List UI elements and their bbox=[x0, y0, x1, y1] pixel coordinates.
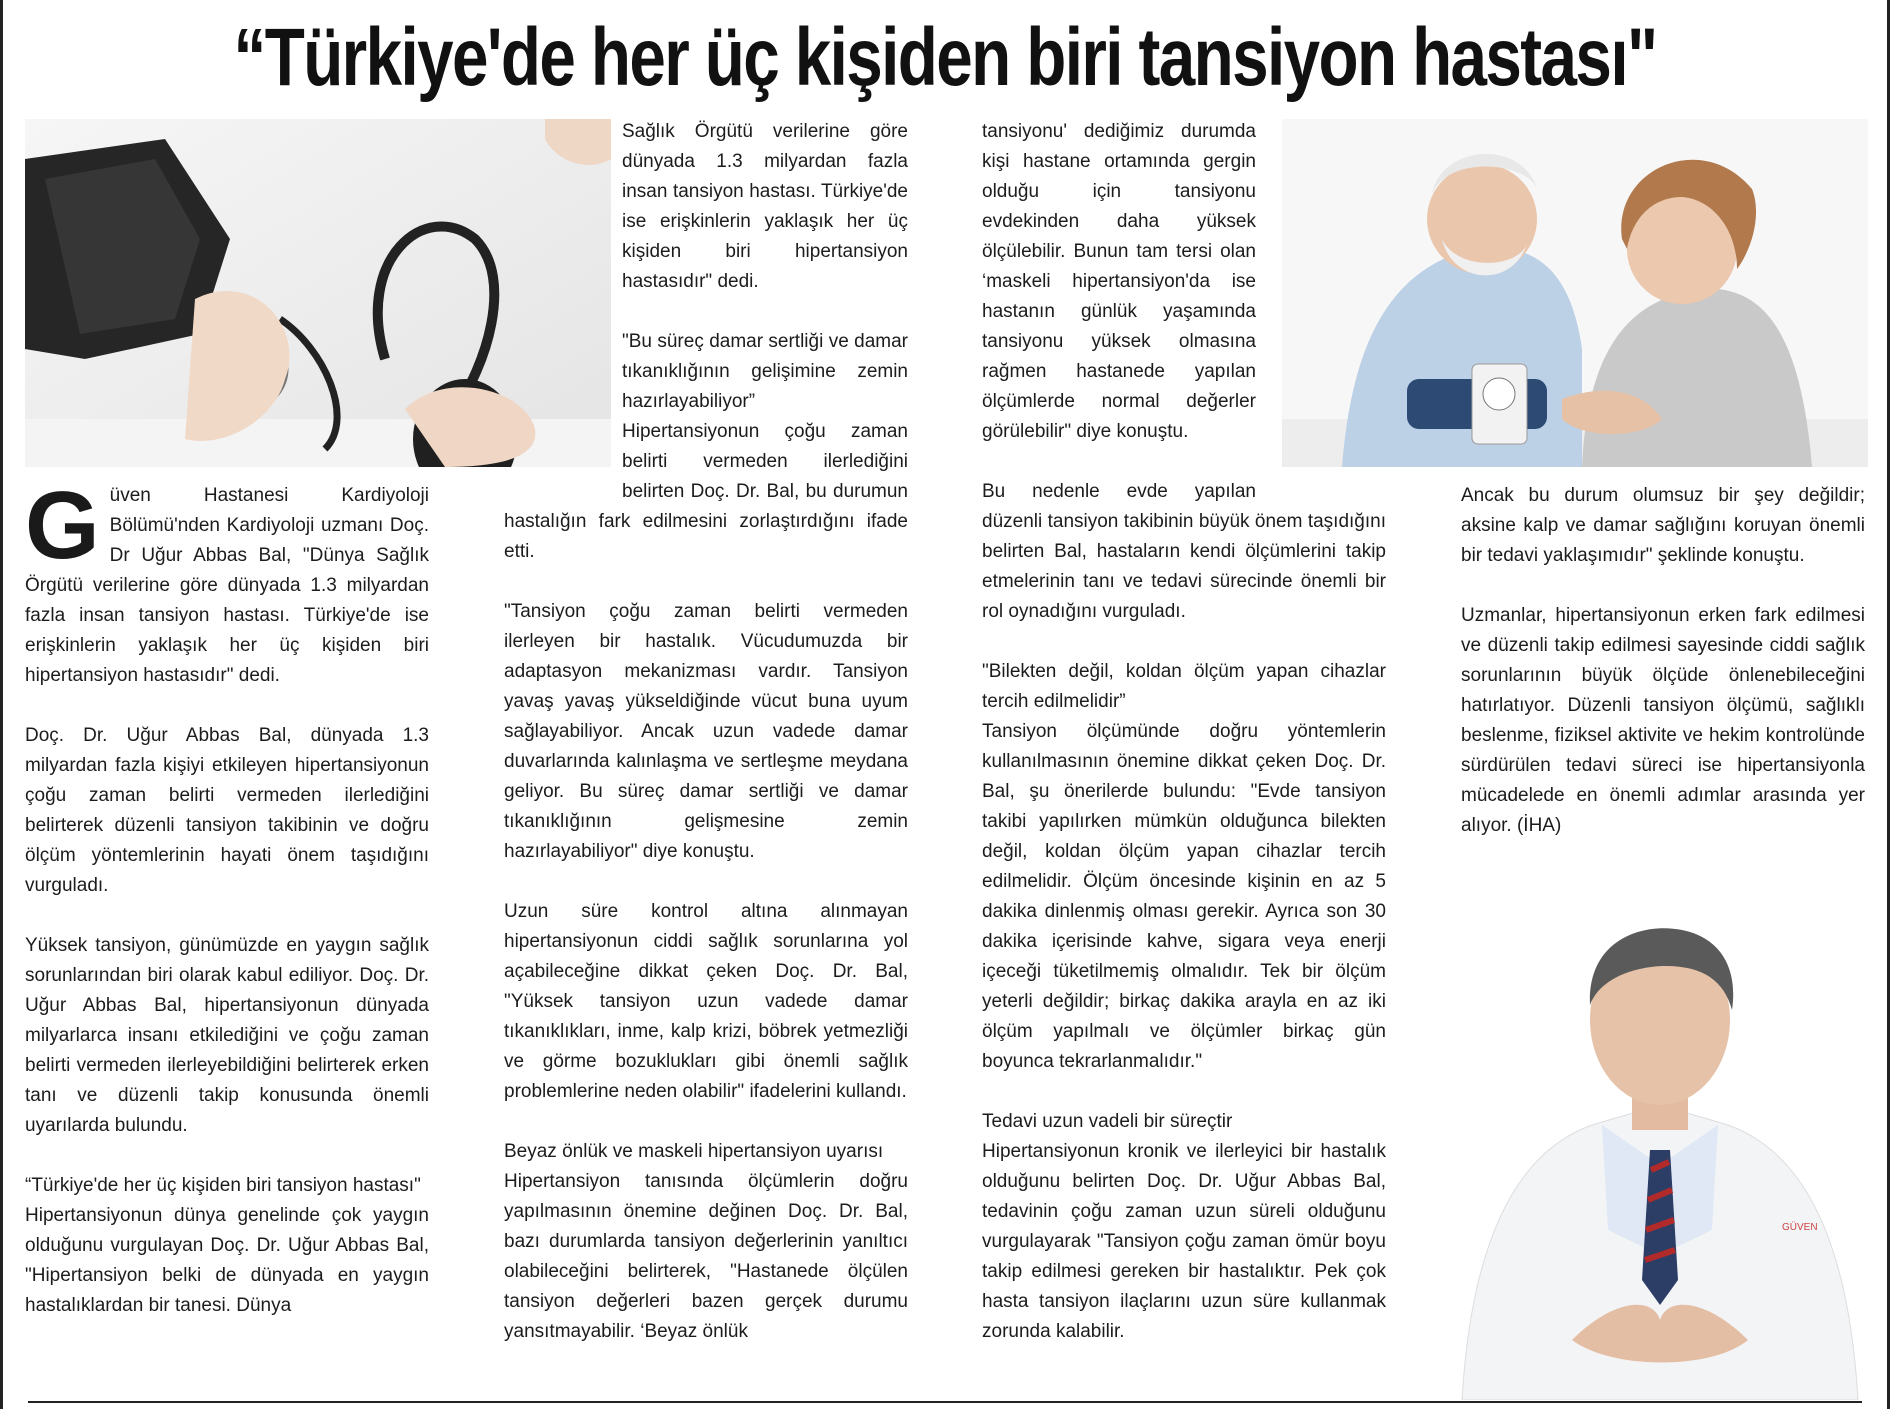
subheading: "Bu süreç damar sertliği ve damar tıkanıklığının gelişimine zemin hazırlayabiliyor” bbox=[622, 331, 908, 412]
article-column-2 bbox=[504, 117, 908, 1377]
paragraph: Hipertansiyonun çoğu zaman belirti vermeden ilerlediğini belirten Doç. Dr. Bal, bu durumun hastalığın fark edilmesini zorlaştırdığını ifade etti. bbox=[504, 421, 908, 562]
paragraph: Hipertansiyon tanısında ölçümlerin doğru yapılmasının önemine değinen Doç. Dr. Bal, bazı durumlarda tansiyon değerlerinin yanıltıcı olabileceğini belirterek, "Hastanede ölçülen tansiyon değerleri bazen gerçek durumu yansıtmayabilir. ‘Beyaz önlük bbox=[504, 1171, 908, 1342]
paragraph: Ancak bu durum olumsuz bir şey değildir; aksine kalp ve damar sağlığını koruyan önemli bir tedavi yaklaşımıdır" şeklinde konuştu. bbox=[1461, 485, 1865, 566]
dropcap: G bbox=[25, 472, 100, 579]
paragraph: "Tansiyon çoğu zaman belirti vermeden ilerleyen bir hastalık. Vücudumuzda bir adaptasyon mekanizması vardır. Tansiyon yavaş yavaş yükseldiğinde vücut buna uyum sağlayabiliyor. Ancak uzun vadede damar duvarlarında kalınlaşma ve sertleşme meydana geliyor. Bu süreç damar sertliği ve damar tıkanıklığının gelişmesine zemin hazırlayabiliyor" diye konuştu. bbox=[504, 601, 908, 862]
paragraph: Hipertansiyonun dünya genelinde çok yaygın olduğunu vurgulayan Doç. Dr. Uğur Abbas Bal, "Hipertansiyon belki de dünyada en yaygın hastalıklardan bir tanesi. Dünya bbox=[25, 1205, 429, 1316]
article-column-4 bbox=[1461, 481, 1865, 871]
paragraph: Uzun süre kontrol altına alınmayan hipertansiyonun ciddi sağlık sorunlarına yol açabileceğine dikkat çeken Doç. Dr. Bal, "Yüksek tansiyon uzun vadede damar tıkanıklıkları, inme, kalp krizi, böbrek yetmezliği ve görme bozuklukları gibi önemli sağlık problemlerine neden olabilir" ifadelerini kullandı. bbox=[504, 901, 908, 1102]
paragraph: tansiyonu' dediğimiz durumda kişi hastane ortamında gergin olduğu için tansiyonu evdekinden daha yüksek ölçülebilir. Bunun tam tersi olan ‘maskeli hipertansiyon'da ise hastanın günlük yaşamında tansiyonu yüksek olmasına rağmen hastanede yapılan ölçümlerde normal değerler görülebilir" diye konuştu. bbox=[982, 121, 1256, 442]
paragraph: Doç. Dr. Uğur Abbas Bal, dünyada 1.3 milyardan fazla kişiyi etkileyen hipertansiyonun çoğu zaman belirti vermeden ilerlediğini belirterek düzenli tansiyon takibinin ve doğru ölçüm yöntemlerinin hayati önem taşıdığını vurguladı. bbox=[25, 725, 429, 896]
photo-wrap-spacer bbox=[1256, 117, 1386, 507]
subheading: Tedavi uzun vadeli bir süreçtir bbox=[982, 1111, 1233, 1132]
doctor-portrait-photo bbox=[1452, 900, 1868, 1400]
paragraph: Bu nedenle evde yapılan düzenli tansiyon takibinin büyük önem taşıdığını belirten Bal, hastaların kendi ölçümlerini takip etmelerinin tanı ve tedavi sürecinde önemli bir rol oynadığını vurguladı. bbox=[982, 481, 1386, 622]
subheading: “Türkiye'de her üç kişiden biri tansiyon hastası" bbox=[25, 1175, 421, 1196]
page-border-bottom bbox=[28, 1401, 1862, 1403]
paragraph: Uzmanlar, hipertansiyonun erken fark edilmesi ve düzenli takip edilmesi sayesinde ciddi sağlık sorunlarının büyük ölçüde önlenebileceğini hatırlatıyor. Düzenli tansiyon ölçümü, sağlıklı beslenme, fiziksel aktivite ve hekim kontrolünde sürdürülen tedavi süreci ise hipertansiyonla mücadelede en önemli adımlar arasında yer alıyor. (İHA) bbox=[1461, 605, 1865, 836]
subheading: Beyaz önlük ve maskeli hipertansiyon uyarısı bbox=[504, 1141, 884, 1162]
paragraph: Yüksek tansiyon, günümüzde en yaygın sağlık sorunlarından biri olarak kabul ediliyor. Doç. Dr. Uğur Abbas Bal, hipertansiyonun dünyada milyarlarca insanı etkilediğini ve çoğu zaman belirti vermeden ilerleyebildiğini belirterek erken tanı ve düzenli takip konusunda önemli uyarılarda bulundu. bbox=[25, 935, 429, 1136]
page-border-left bbox=[0, 0, 3, 1409]
article-headline: “Türkiye'de her üç kişiden biri tansiyon hastası" bbox=[233, 12, 1657, 103]
subheading: "Bilekten değil, koldan ölçüm yapan cihazlar tercih edilmelidir” bbox=[982, 661, 1386, 712]
paragraph: Hipertansiyonun kronik ve ilerleyici bir hastalık olduğunu belirten Doç. Dr. Uğur Abbas Bal, tedavinin çoğu zaman uzun süreli olduğunu vurgulayarak "Tansiyon çoğu zaman ömür boyu takip edilmesi gereken bir hastalıktır. Pek çok hasta tansiyon ilaçlarını uzun süre kullanmak zorunda kalabilir. bbox=[982, 1141, 1386, 1342]
paragraph: Tansiyon ölçümünde doğru yöntemlerin kullanılmasının önemine dikkat çeken Doç. Dr. Bal, şu önerilerde bulundu: "Evde tansiyon takibi yapılırken mümkün olduğunca bilekten değil, koldan ölçüm yapan cihazlar tercih edilmelidir. Ölçüm öncesinde kişinin en az 5 dakika dinlenmiş olması gerekir. Ayrıca son 30 dakika içerisinde kahve, sigara veya enerji içeceği tüketilmemiş olmalıdır. Tek bir ölçüm yeterli değildir; birkaç dakika arayla en az iki ölçüm yapılmalı ve ölçümler birkaç gün boyunca tekrarlanmalıdır." bbox=[982, 721, 1386, 1072]
paragraph-text: üven Hastanesi Kardiyoloji Bölümü'nden Kardiyoloji uzmanı Doç. Dr Uğur Abbas Bal, "Dünya Sağlık Örgütü verilerine göre dünyada 1.3 milyardan fazla insan tansiyon hastası. Türkiye'de ise erişkinlerin yaklaşık her üç kişiden biri hipertansiyon hastasıdır" dedi. bbox=[25, 485, 429, 686]
hospital-coat-logo: GÜVEN bbox=[1782, 1222, 1818, 1233]
article-column-1 bbox=[25, 472, 429, 1351]
paragraph-lead bbox=[25, 472, 429, 691]
article-column-3 bbox=[982, 117, 1386, 1377]
photo-wrap-spacer bbox=[504, 117, 622, 495]
paragraph: Sağlık Örgütü verilerine göre dünyada 1.3 milyardan fazla insan tansiyon hastası. Türkiye'de ise erişkinlerin yaklaşık her üç kişiden biri hipertansiyon hastasıdır" dedi. bbox=[622, 121, 908, 292]
